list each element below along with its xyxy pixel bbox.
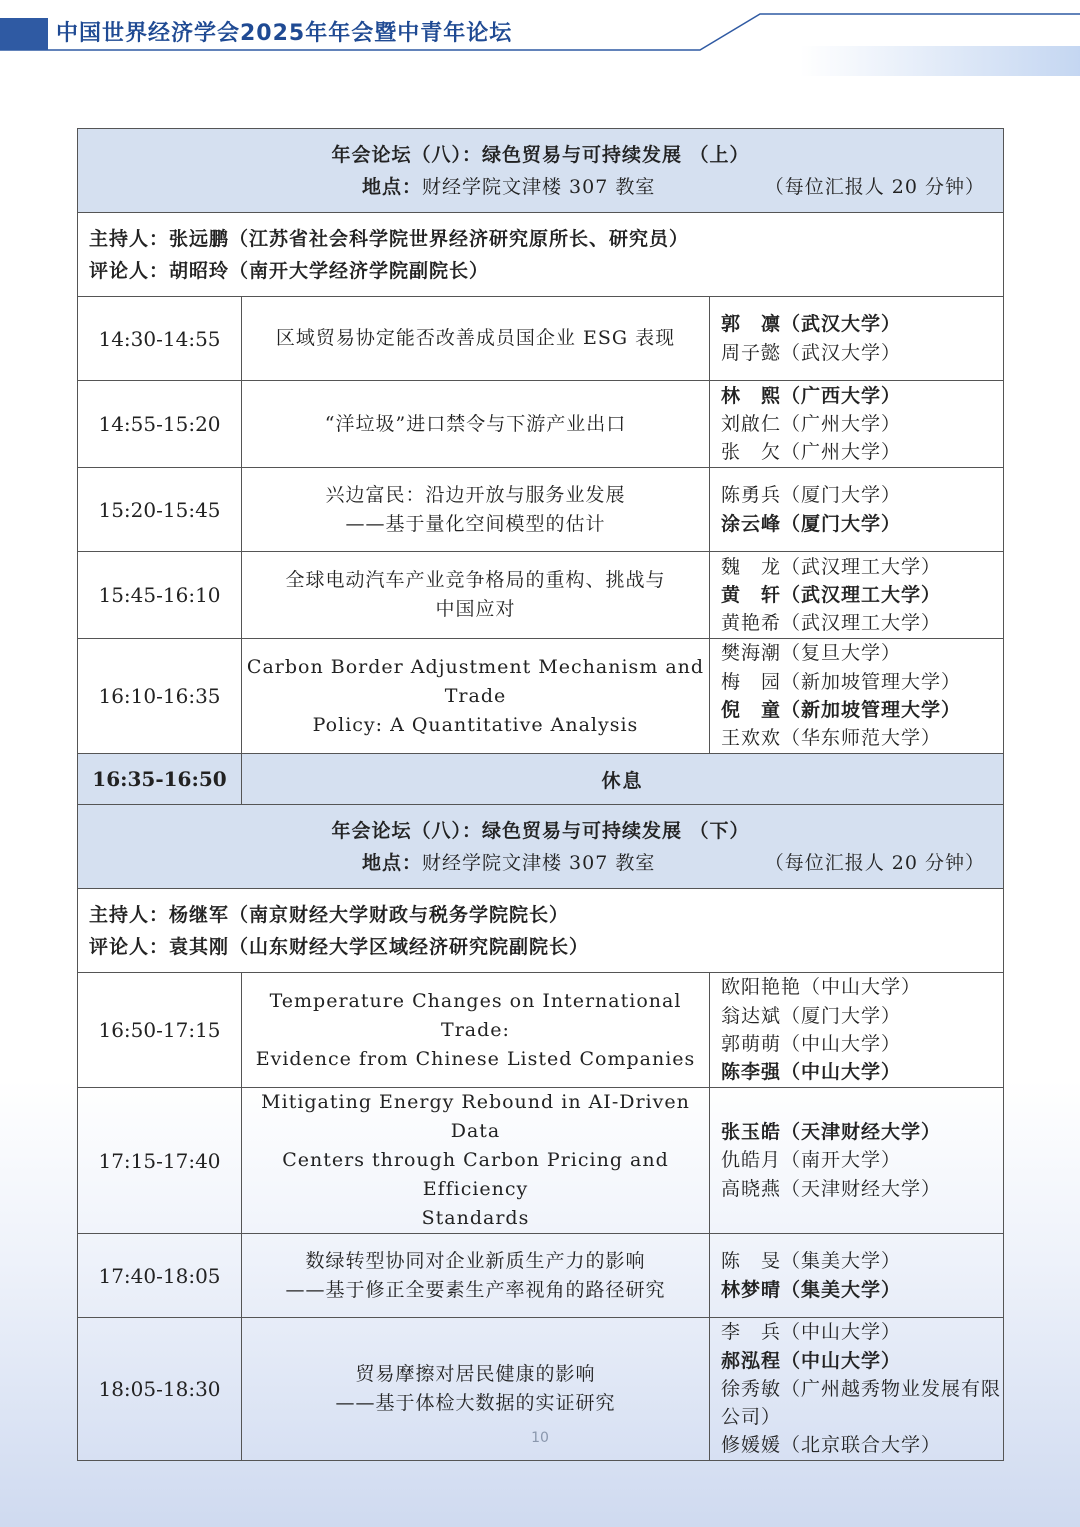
talk-time: 14:55-15:20: [78, 381, 242, 468]
author-entry: 张 欠（广州大学）: [721, 441, 902, 464]
talk-title-line: 数绿转型协同对企业新质生产力的影响: [305, 1249, 646, 1272]
talk-title-line: Temperature Changes on International Trade:: [269, 989, 682, 1041]
section-note: （每位汇报人 20 分钟）: [764, 175, 986, 198]
host-line: 主持人：张远鹏（江苏省社会科学院世界经济研究原所长、研究员）: [89, 227, 690, 250]
talk-title-cell: [242, 381, 710, 468]
talk-authors-cell: [710, 468, 1004, 552]
talk-authors-cell: [710, 1234, 1004, 1318]
talk-time: 15:45-16:10: [78, 552, 242, 639]
talk-title-cell: [242, 973, 710, 1088]
section-header-row: [78, 805, 1004, 889]
schedule-table: [77, 128, 1004, 1461]
talk-authors-cell: [710, 1088, 1004, 1234]
break-time: 16:35-16:50: [78, 754, 242, 805]
author-entry: 黄 轩（武汉理工大学）: [721, 583, 942, 606]
break-label: 休息: [242, 754, 1004, 805]
author-entry: 魏 龙（武汉理工大学）: [721, 555, 942, 578]
commentator-line: 评论人：袁其刚（山东财经大学区域经济研究院副院长）: [89, 935, 590, 958]
host-row: [78, 889, 1004, 973]
section-title: 年会论坛（八）：绿色贸易与可持续发展 （下）: [331, 819, 750, 842]
location-label: 地点：: [362, 175, 423, 198]
talk-title-cell: [242, 552, 710, 639]
author-entry: 郭萌萌（中山大学）: [721, 1033, 902, 1055]
talk-title-cell: [242, 639, 710, 754]
commentator-line: 评论人：胡昭玲（南开大学经济学院副院长）: [89, 259, 490, 282]
talk-title-line: 全球电动汽车产业竞争格局的重构、挑战与: [285, 569, 666, 591]
talk-row: [78, 297, 1004, 381]
talk-title-line: Policy: A Quantitative Analysis: [312, 713, 639, 736]
talk-title-line: Standards: [421, 1207, 530, 1229]
talk-title-line: Carbon Border Adjustment Mechanism and Trade: [246, 655, 705, 707]
author-entry: 张玉皓（天津财经大学）: [721, 1121, 942, 1144]
author-entry: 郭 凛（武汉大学）: [721, 313, 902, 336]
section-location: [362, 171, 655, 203]
talk-title-line: Evidence from Chinese Listed Companies: [255, 1047, 696, 1070]
talk-row: [78, 468, 1004, 552]
host-commentator-cell: [78, 889, 1004, 973]
talk-authors-cell: [710, 973, 1004, 1088]
talk-time: 18:05-18:30: [78, 1318, 242, 1461]
author-entry: 陈 旻（集美大学）: [721, 1250, 902, 1273]
section-note: （每位汇报人 20 分钟）: [764, 851, 986, 874]
talk-title-line: 贸易摩擦对居民健康的影响: [355, 1363, 596, 1385]
talk-title-cell: [242, 1234, 710, 1318]
location-label: 地点：: [362, 851, 423, 874]
author-entry: 欧阳艳艳（中山大学）: [721, 976, 922, 999]
author-entry: 黄艳希（武汉理工大学）: [721, 612, 942, 635]
author-entry: 王欢欢（华东师范大学）: [721, 727, 942, 750]
section-header: [78, 805, 1004, 889]
talk-title-line: 区域贸易协定能否改善成员国企业 ESG 表现: [275, 327, 676, 349]
author-entry: 涂云峰（厦门大学）: [721, 512, 902, 535]
talk-authors-cell: [710, 381, 1004, 468]
talk-title-cell: [242, 468, 710, 552]
talk-title-line: 中国应对: [435, 598, 516, 620]
talk-time: 15:20-15:45: [78, 468, 242, 552]
talk-row: [78, 1088, 1004, 1234]
host-row: [78, 213, 1004, 297]
header-gradient-decoration: [800, 46, 1080, 76]
talk-row: [78, 552, 1004, 639]
host-line: 主持人：杨继军（南京财经大学财政与税务学院院长）: [89, 903, 570, 926]
talk-title-line: Mitigating Energy Rebound in AI-Driven Data: [261, 1091, 690, 1142]
talk-time: 16:50-17:15: [78, 973, 242, 1088]
header-title: 中国世界经济学会2025年年会暨中青年论坛: [56, 21, 513, 46]
location-value: 财经学院文津楼 307 教室: [422, 851, 656, 874]
section-info: [78, 847, 1003, 879]
author-entry: 李 兵（中山大学）: [721, 1321, 902, 1344]
page-header: [0, 0, 1080, 80]
page-number: 10: [531, 1430, 549, 1446]
location-value: 财经学院文津楼 307 教室: [422, 175, 656, 198]
author-entry: 樊海潮（复旦大学）: [721, 642, 902, 665]
author-entry: 修媛媛（北京联合大学）: [721, 1434, 942, 1457]
talk-time: 17:15-17:40: [78, 1088, 242, 1234]
talk-title-line: ——基于体检大数据的实证研究: [335, 1392, 616, 1414]
author-entry: 陈勇兵（厦门大学）: [721, 484, 902, 507]
author-entry: 梅 园（新加坡管理大学）: [721, 670, 962, 693]
author-entry: 仇皓月（南开大学）: [721, 1149, 902, 1172]
talk-row: [78, 381, 1004, 468]
section-header: [78, 129, 1004, 213]
author-entry: 高晓燕（天津财经大学）: [721, 1177, 942, 1200]
author-entry: 陈李强（中山大学）: [721, 1061, 902, 1084]
talk-time: 16:10-16:35: [78, 639, 242, 754]
author-entry: 周子懿（武汉大学）: [721, 341, 902, 364]
section-location: [362, 847, 655, 879]
author-entry: 倪 童（新加坡管理大学）: [721, 699, 962, 721]
talk-time: 17:40-18:05: [78, 1234, 242, 1318]
talk-title-cell: [242, 297, 710, 381]
author-entry: 刘啟仁（广州大学）: [721, 412, 902, 435]
talk-title-cell: [242, 1088, 710, 1234]
talk-title-line: ——基于修正全要素生产率视角的路径研究: [285, 1278, 666, 1301]
author-entry: 郝泓程（中山大学）: [721, 1349, 902, 1372]
section-header-row: [78, 129, 1004, 213]
author-entry: 林梦晴（集美大学）: [721, 1278, 902, 1301]
talk-title-line: 兴边富民：沿边开放与服务业发展: [325, 483, 626, 506]
talk-title-line: ——基于量化空间模型的估计: [345, 512, 606, 535]
host-commentator-cell: [78, 213, 1004, 297]
talk-title-line: Centers through Carbon Pricing and Efficiency: [282, 1149, 669, 1200]
talk-authors-cell: [710, 639, 1004, 754]
talk-time: 14:30-14:55: [78, 297, 242, 381]
author-entry: 林 熙（广西大学）: [721, 384, 902, 407]
talk-authors-cell: [710, 297, 1004, 381]
author-entry: 徐秀敏（广州越秀物业发展有限公司）: [721, 1377, 1002, 1429]
author-entry: 翁达斌（厦门大学）: [721, 1004, 902, 1027]
break-row: [78, 754, 1004, 805]
talk-title-line: “洋垃圾”进口禁令与下游产业出口: [324, 412, 627, 435]
talk-row: [78, 639, 1004, 754]
talk-row: [78, 973, 1004, 1088]
section-info: [78, 171, 1003, 203]
talk-authors-cell: [710, 552, 1004, 639]
talk-row: [78, 1234, 1004, 1318]
section-title: 年会论坛（八）：绿色贸易与可持续发展 （上）: [331, 143, 750, 166]
